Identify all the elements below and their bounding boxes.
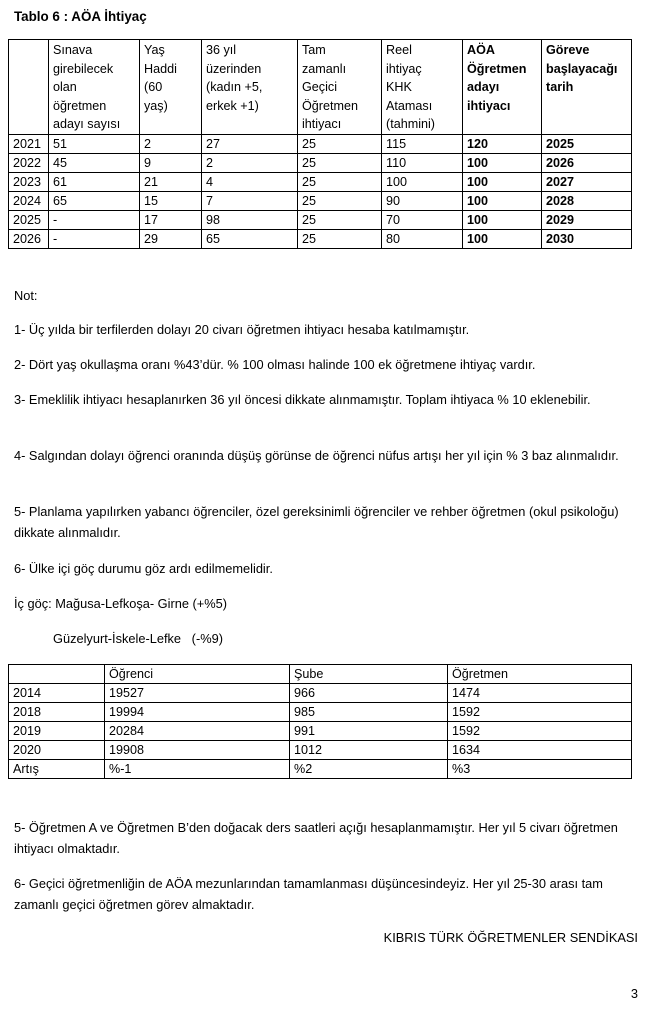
table-cell: 25: [298, 191, 382, 210]
table-row: [9, 172, 632, 191]
year-cell: Artış: [9, 760, 105, 779]
table-cell: 25: [298, 134, 382, 153]
table-cell: 61: [49, 172, 140, 191]
table-row: [9, 722, 632, 741]
table-cell: 70: [382, 210, 463, 229]
table-cell: 98: [202, 210, 298, 229]
header-cell: Öğretmen: [448, 665, 632, 684]
table-cell: 90: [382, 191, 463, 210]
header-cell: AÖA Öğretmen adayı ihtiyacı: [463, 40, 542, 135]
table-cell: %2: [290, 760, 448, 779]
table-row: [9, 760, 632, 779]
table-cell: 65: [202, 229, 298, 248]
table-cell: 19908: [105, 741, 290, 760]
header-cell: Tam zamanlı Geçici Öğretmen ihtiyacı: [298, 40, 382, 135]
header-cell: Göreve başlayacağı tarih: [542, 40, 632, 135]
table-header-row: [9, 665, 632, 684]
table-row: [9, 229, 632, 248]
organization-name: KIBRIS TÜRK ÖĞRETMENLER SENDİKASI: [383, 930, 638, 945]
aoa-needs-table: [8, 39, 632, 249]
table-cell: 1474: [448, 684, 632, 703]
table-cell: 9: [140, 153, 202, 172]
table-cell: 2030: [542, 229, 632, 248]
table-cell: 7: [202, 191, 298, 210]
table-cell: 1592: [448, 722, 632, 741]
table-row: [9, 684, 632, 703]
header-cell: [9, 665, 105, 684]
header-cell: Öğrenci: [105, 665, 290, 684]
table-cell: 2: [140, 134, 202, 153]
header-cell: 36 yıl üzerinden (kadın +5, erkek +1): [202, 40, 298, 135]
year-cell: 2021: [9, 134, 49, 153]
table-cell: 2029: [542, 210, 632, 229]
table-cell: 100: [463, 210, 542, 229]
note-2: 2- Dört yaş okullaşma oranı %43’dür. % 100 olması halinde 100 ek öğretmene ihtiyaç vardır.: [14, 357, 536, 372]
header-cell: Reel ihtiyaç KHK Ataması (tahmini): [382, 40, 463, 135]
header-cell: Yaş Haddi (60 yaş): [140, 40, 202, 135]
table-cell: 100: [463, 153, 542, 172]
table-cell: 25: [298, 229, 382, 248]
note-5b: 5- Öğretmen A ve Öğretmen B’den doğacak ders saatleri açığı hesaplanmamıştır. Her yıl 5 civarı öğretmen ihtiyacı olmaktadır.: [14, 820, 618, 856]
table-cell: %-1: [105, 760, 290, 779]
table-cell: 19994: [105, 703, 290, 722]
note-3: 3- Emeklilik ihtiyacı hesaplanırken 36 yıl öncesi dikkate alınmamıştır. Toplam ihtiyaca % 10 eklenebilir.: [14, 392, 591, 407]
table-cell: 65: [49, 191, 140, 210]
table-cell: 19527: [105, 684, 290, 703]
notes-heading: Not:: [14, 288, 38, 303]
table-cell: 100: [463, 172, 542, 191]
table-cell: 4: [202, 172, 298, 191]
year-cell: 2025: [9, 210, 49, 229]
year-cell: 2023: [9, 172, 49, 191]
table-row: [9, 153, 632, 172]
note-4: 4- Salgından dolayı öğrenci oranında düşüş görünse de öğrenci nüfus artışı her yıl için % 3 baz alınmalıdır.: [14, 448, 619, 463]
table-cell: 1592: [448, 703, 632, 722]
migration-line-1: İç göç: Mağusa-Lefkoşa- Girne (+%5): [14, 596, 228, 611]
table-cell: 80: [382, 229, 463, 248]
table-cell: 21: [140, 172, 202, 191]
page-number: 3: [630, 986, 638, 1001]
table-cell: 1012: [290, 741, 448, 760]
table-cell: 51: [49, 134, 140, 153]
table-cell: 45: [49, 153, 140, 172]
table-cell: 100: [463, 229, 542, 248]
table-cell: 29: [140, 229, 202, 248]
table-cell: 120: [463, 134, 542, 153]
table-header-row: [9, 40, 632, 135]
table-row: [9, 703, 632, 722]
note-6: 6- Ülke içi göç durumu göz ardı edilmemelidir.: [14, 561, 273, 576]
table-cell: 20284: [105, 722, 290, 741]
table-cell: -: [49, 210, 140, 229]
year-cell: 2024: [9, 191, 49, 210]
table-cell: 2026: [542, 153, 632, 172]
table-cell: %3: [448, 760, 632, 779]
table-cell: 985: [290, 703, 448, 722]
table-row: [9, 191, 632, 210]
student-stats-table: [8, 664, 632, 779]
note-1: 1- Üç yılda bir terfilerden dolayı 20 civarı öğretmen ihtiyacı hesaba katılmamıştır.: [14, 322, 470, 337]
table-cell: 25: [298, 153, 382, 172]
year-cell: 2022: [9, 153, 49, 172]
year-cell: 2026: [9, 229, 49, 248]
table-cell: 25: [298, 172, 382, 191]
migration-line-2: Güzelyurt-İskele-Lefke (-%9): [53, 631, 223, 646]
table-cell: 1634: [448, 741, 632, 760]
table-cell: 2027: [542, 172, 632, 191]
table-cell: 2025: [542, 134, 632, 153]
table-row: [9, 134, 632, 153]
table-row: [9, 741, 632, 760]
header-cell: Şube: [290, 665, 448, 684]
table-row: [9, 210, 632, 229]
table-cell: 2: [202, 153, 298, 172]
table-cell: 17: [140, 210, 202, 229]
table-cell: 2028: [542, 191, 632, 210]
table-title: Tablo 6 : AÖA İhtiyaç: [14, 9, 147, 24]
table-cell: 100: [382, 172, 463, 191]
year-cell: 2019: [9, 722, 105, 741]
header-cell: Sınava girebilecek olan öğretmen adayı sayısı: [49, 40, 140, 135]
table-cell: -: [49, 229, 140, 248]
year-cell: 2014: [9, 684, 105, 703]
header-cell: [9, 40, 49, 135]
note-6b: 6- Geçici öğretmenliğin de AÖA mezunlarından tamamlanması düşüncesindeyiz. Her yıl 25-30 arası tam zamanlı geçici öğretmen görev almaktadır.: [14, 876, 603, 912]
table-cell: 966: [290, 684, 448, 703]
table-cell: 25: [298, 210, 382, 229]
table-cell: 100: [463, 191, 542, 210]
table-cell: 991: [290, 722, 448, 741]
table-cell: 27: [202, 134, 298, 153]
note-5: 5- Planlama yapılırken yabancı öğrenciler, özel gereksinimli öğrenciler ve rehber öğretmen (okul psikoloğu) dikkate alınmalıdır.: [14, 504, 619, 540]
table-cell: 115: [382, 134, 463, 153]
year-cell: 2020: [9, 741, 105, 760]
table-cell: 15: [140, 191, 202, 210]
year-cell: 2018: [9, 703, 105, 722]
table-cell: 110: [382, 153, 463, 172]
